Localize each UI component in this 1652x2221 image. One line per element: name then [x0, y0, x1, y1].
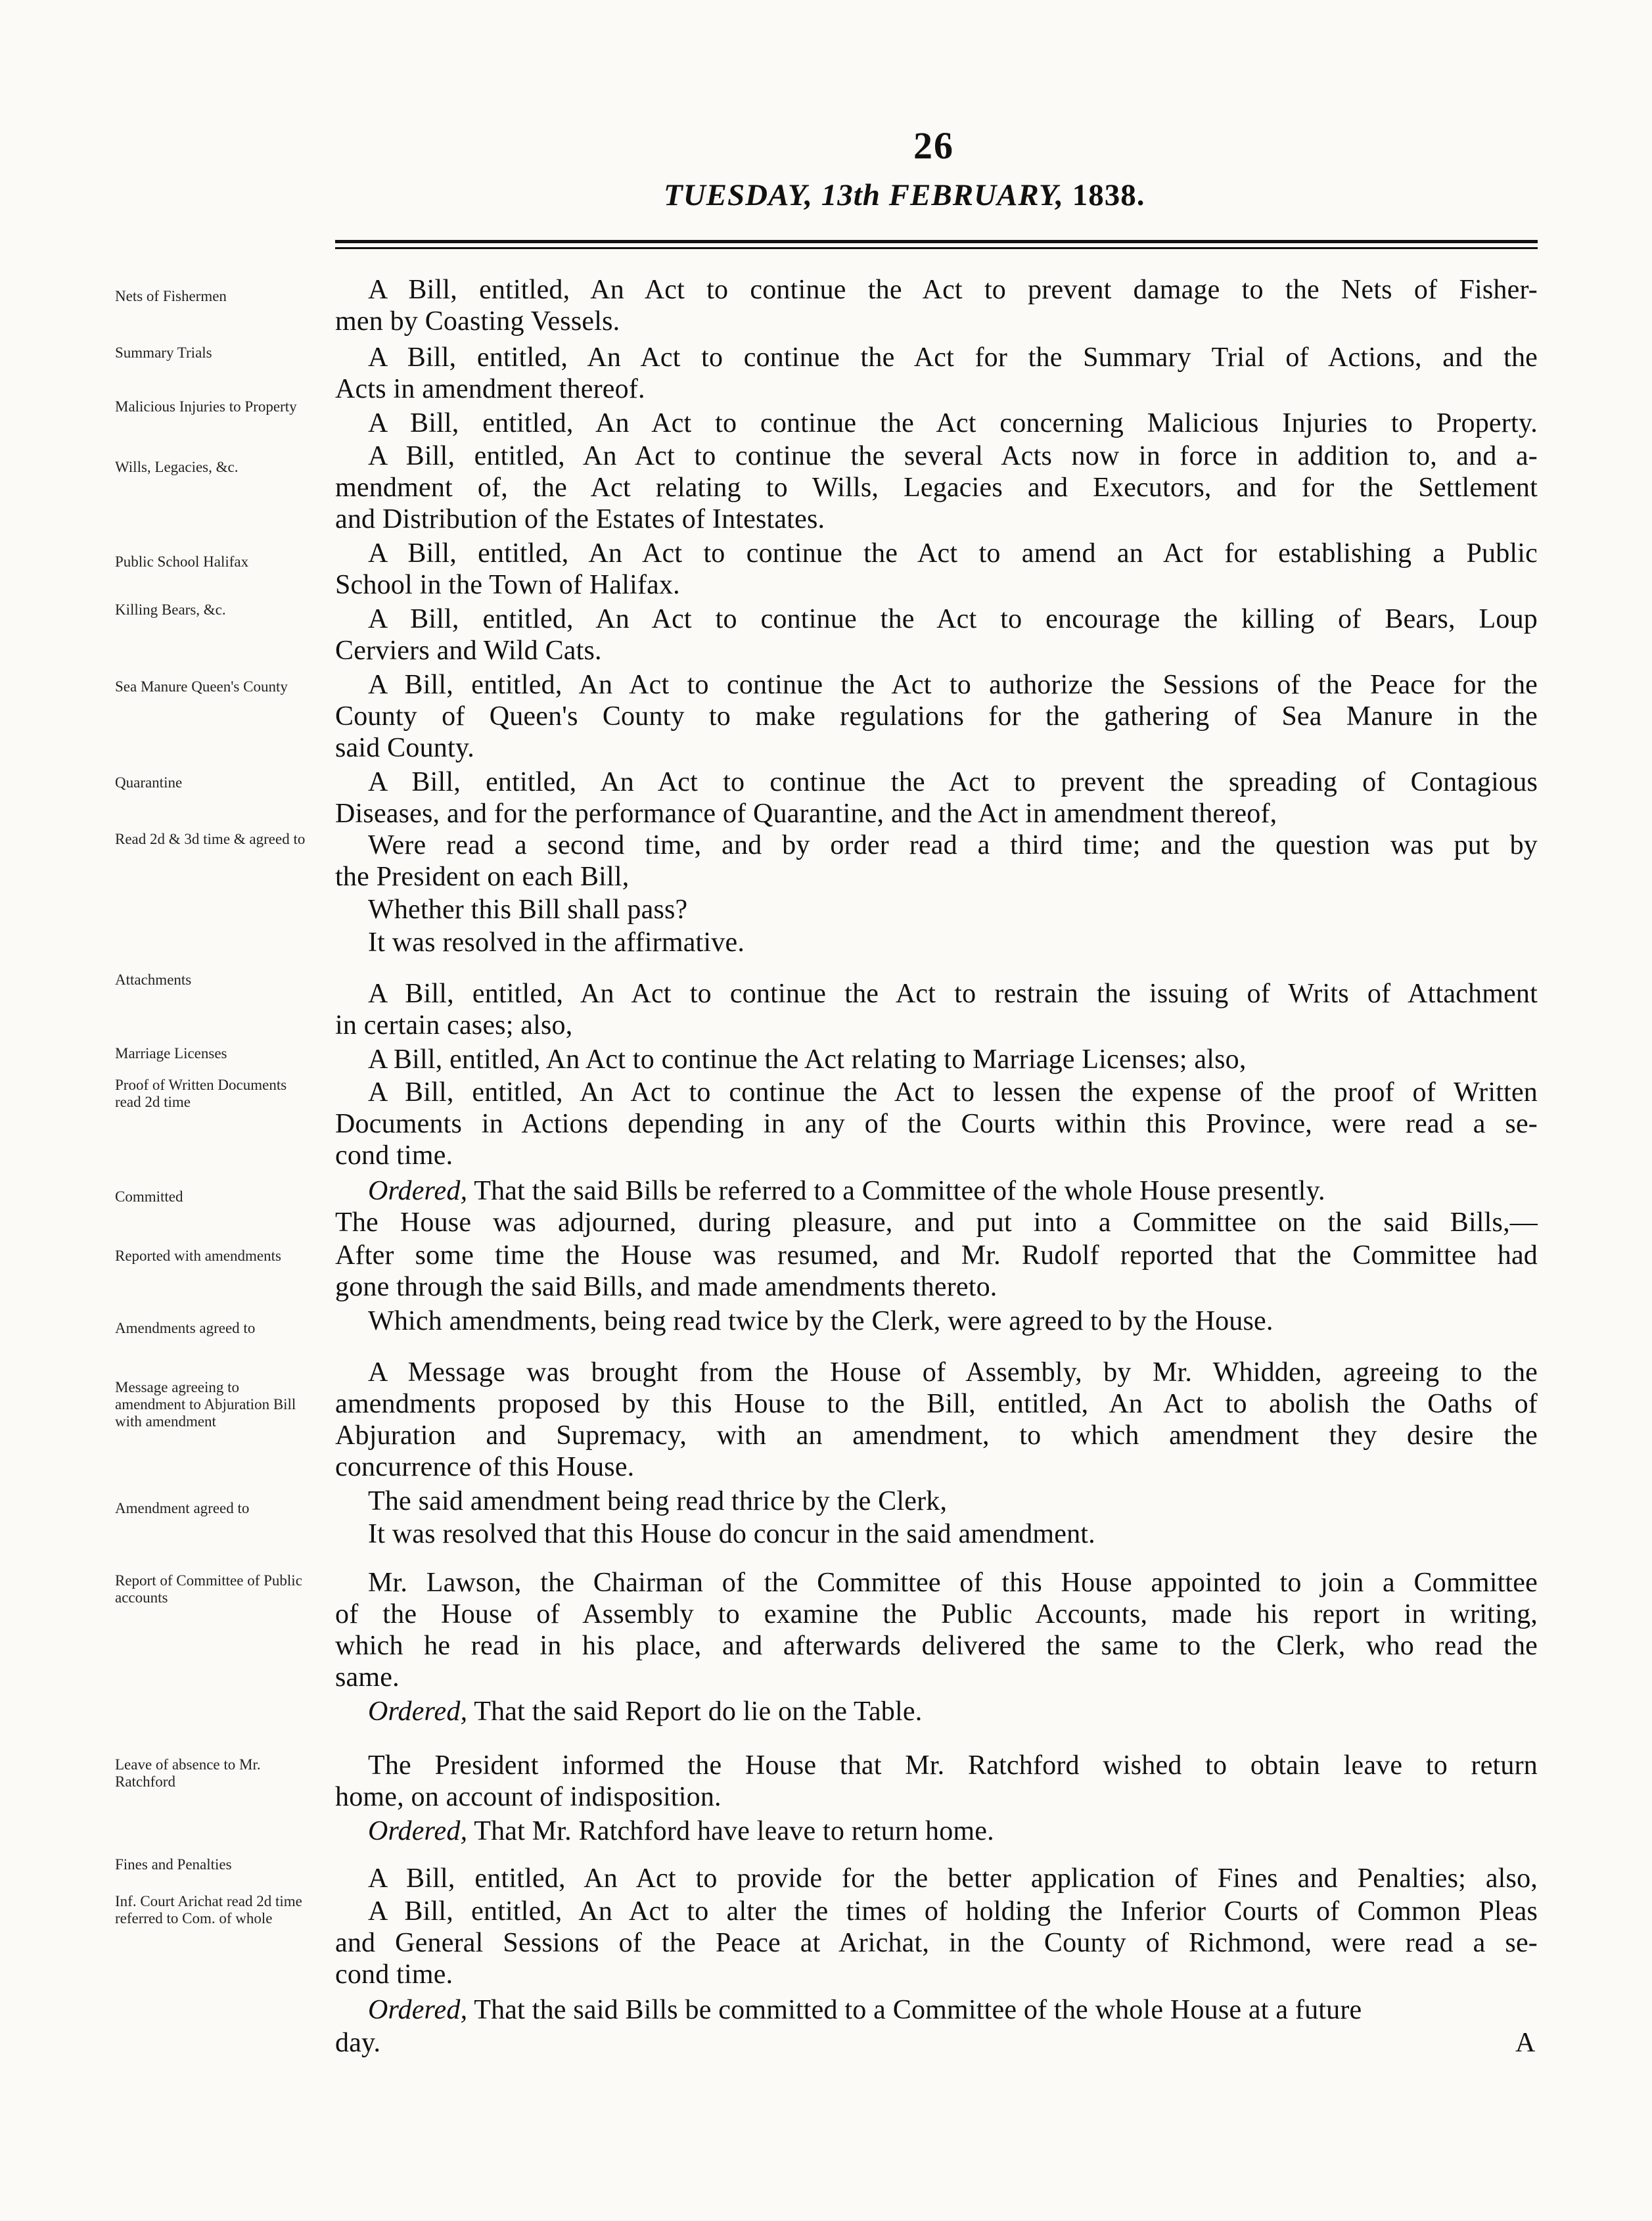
margin-note: Killing Bears, &c.: [115, 601, 226, 618]
margin-note: Leave of absence to Mr. Ratchford: [115, 1756, 261, 1790]
margin-note: Read 2d & 3d time & agreed to: [115, 831, 306, 847]
body-line: and General Sessions of the Peace at Arichat, in the County of Richmond, were read a se-: [335, 1928, 1538, 1958]
margin-note: Attachments: [115, 971, 192, 988]
body-line: home, on account of indisposition.: [335, 1782, 722, 1812]
body-line: A Bill, entitled, An Act to continue the Act to authorize the Sessions of the Peace for the: [368, 670, 1538, 700]
body-line: concurrence of this House.: [335, 1452, 635, 1482]
body-line: A Bill, entitled, An Act to continue the Act to encourage the killing of Bears, Loup: [368, 604, 1538, 634]
body-line: Acts in amendment thereof.: [335, 374, 645, 404]
catchword: A: [1515, 2028, 1536, 2058]
body-line: A Bill, entitled, An Act to continue the Act concerning Malicious Injuries to Property.: [368, 408, 1538, 438]
body-line: A Bill, entitled, An Act to alter the times of holding the Inferior Courts of Common Pleas: [368, 1896, 1538, 1927]
margin-note: Public School Halifax: [115, 553, 249, 570]
margin-note: Proof of Written Documents read 2d time: [115, 1077, 287, 1110]
body-line: gone through the said Bills, and made amendments thereto.: [335, 1272, 998, 1302]
body-line: A Bill, entitled, An Act to continue the Act for the Summary Trial of Actions, and the: [368, 342, 1538, 373]
body-line: [368, 1815, 994, 1847]
ordered-word: Ordered,: [368, 1696, 468, 1727]
ordered-word: Ordered,: [368, 1176, 468, 1206]
margin-note: Committed: [115, 1188, 183, 1205]
header-rule-thin: [335, 247, 1538, 249]
date-year: 1838.: [1072, 178, 1145, 212]
body-line: A Bill, entitled, An Act to continue the Act to prevent damage to the Nets of Fisher-: [368, 275, 1538, 305]
body-line: Cerviers and Wild Cats.: [335, 636, 602, 666]
body-line: A Bill, entitled, An Act to continue the Act to lessen the expense of the proof of Written: [368, 1077, 1538, 1108]
margin-note: Amendment agreed to: [115, 1500, 250, 1516]
body-line: Documents in Actions depending in any of the Courts within this Province, were read a se-: [335, 1109, 1538, 1139]
body-line: in certain cases; also,: [335, 1010, 573, 1040]
body-line: the President on each Bill,: [335, 862, 630, 892]
body-line: [368, 1696, 922, 1727]
margin-note: Nets of Fishermen: [115, 288, 227, 304]
body-line: A Bill, entitled, An Act to continue the Act to amend an Act for establishing a Public: [368, 538, 1538, 569]
margin-note: Summary Trials: [115, 344, 212, 361]
body-line: A Message was brought from the House of Assembly, by Mr. Whidden, agreeing to the: [368, 1357, 1538, 1388]
body-line: Diseases, and for the performance of Quarantine, and the Act in amendment thereof,: [335, 799, 1277, 829]
body-line: School in the Town of Halifax.: [335, 570, 680, 600]
body-line: of the House of Assembly to examine the Public Accounts, made his report in writing,: [335, 1599, 1538, 1629]
body-line: A Bill, entitled, An Act to provide for the better application of Fines and Penalties; also,: [368, 1863, 1538, 1894]
margin-note: Fines and Penalties: [115, 1856, 232, 1873]
margin-note: Inf. Court Arichat read 2d time referred to Com. of whole: [115, 1893, 302, 1927]
page-number: 26: [913, 124, 954, 167]
ordered-text: That Mr. Ratchford have leave to return home.: [474, 1816, 994, 1846]
body-line: men by Coasting Vessels.: [335, 306, 620, 337]
body-line: Were read a second time, and by order read a third time; and the question was put by: [368, 830, 1538, 860]
margin-note: Amendments agreed to: [115, 1320, 256, 1336]
body-line: County of Queen's County to make regulations for the gathering of Sea Manure in the: [335, 701, 1538, 732]
margin-note: Wills, Legacies, &c.: [115, 459, 239, 475]
ordered-word: Ordered,: [368, 1816, 468, 1846]
margin-note: Malicious Injuries to Property: [115, 398, 297, 415]
body-line: After some time the House was resumed, and Mr. Rudolf reported that the Committee had: [335, 1240, 1538, 1271]
body-line: Which amendments, being read twice by the Clerk, were agreed to by the House.: [368, 1306, 1273, 1336]
body-line: Mr. Lawson, the Chairman of the Committee of this House appointed to join a Committee: [368, 1568, 1538, 1598]
margin-note: Report of Committee of Public accounts: [115, 1572, 302, 1606]
body-line: Whether this Bill shall pass?: [368, 895, 688, 925]
body-line: A Bill, entitled, An Act to continue the Act to restrain the issuing of Writs of Attachment: [368, 979, 1538, 1009]
body-line: Abjuration and Supremacy, with an amendment, to which amendment they desire the: [335, 1420, 1538, 1451]
body-line: A Bill, entitled, An Act to continue the several Acts now in force in addition to, and a-: [368, 441, 1538, 471]
body-line: [368, 1994, 1362, 2026]
body-line: and Distribution of the Estates of Intestates.: [335, 504, 825, 534]
body-line: which he read in his place, and afterwards delivered the same to the Clerk, who read the: [335, 1631, 1538, 1661]
header-rule-thick: [335, 240, 1538, 243]
body-line: A Bill, entitled, An Act to continue the Act to prevent the spreading of Contagious: [368, 767, 1538, 797]
body-line: The said amendment being read thrice by the Clerk,: [368, 1486, 948, 1516]
body-line: It was resolved in the affirmative.: [368, 927, 745, 958]
margin-note: Marriage Licenses: [115, 1045, 227, 1062]
body-line: mendment of, the Act relating to Wills, Legacies and Executors, and for the Settlement: [335, 473, 1538, 503]
ordered-text: That the said Bills be committed to a Committee of the whole House at a future: [474, 1995, 1362, 2025]
margin-note: Reported with amendments: [115, 1248, 281, 1264]
ordered-word: Ordered,: [368, 1995, 468, 2025]
body-line: The House was adjourned, during pleasure, and put into a Committee on the said Bills,—: [335, 1207, 1538, 1238]
margin-note: Quarantine: [115, 774, 183, 791]
body-line: same.: [335, 1662, 400, 1693]
date-text: TUESDAY, 13th FEBRUARY,: [664, 178, 1065, 212]
body-line: day.: [335, 2028, 381, 2058]
body-line: A Bill, entitled, An Act to continue the Act relating to Marriage Licenses; also,: [368, 1044, 1247, 1075]
date-heading: [664, 177, 1145, 213]
margin-note: Message agreeing to amendment to Abjuration Bill with amendment: [115, 1379, 296, 1430]
body-line: It was resolved that this House do concur in the said amendment.: [368, 1519, 1095, 1549]
body-line: cond time.: [335, 1140, 453, 1171]
body-line: [368, 1175, 1325, 1207]
ordered-text: That the said Bills be referred to a Committee of the whole House presently.: [474, 1176, 1325, 1206]
body-line: said County.: [335, 733, 475, 763]
body-line: The President informed the House that Mr. Ratchford wished to obtain leave to return: [368, 1750, 1538, 1781]
margin-note: Sea Manure Queen's County: [115, 678, 288, 695]
ordered-text: That the said Report do lie on the Table.: [474, 1696, 923, 1727]
body-line: cond time.: [335, 1959, 453, 1990]
body-line: amendments proposed by this House to the Bill, entitled, An Act to abolish the Oaths of: [335, 1389, 1538, 1419]
